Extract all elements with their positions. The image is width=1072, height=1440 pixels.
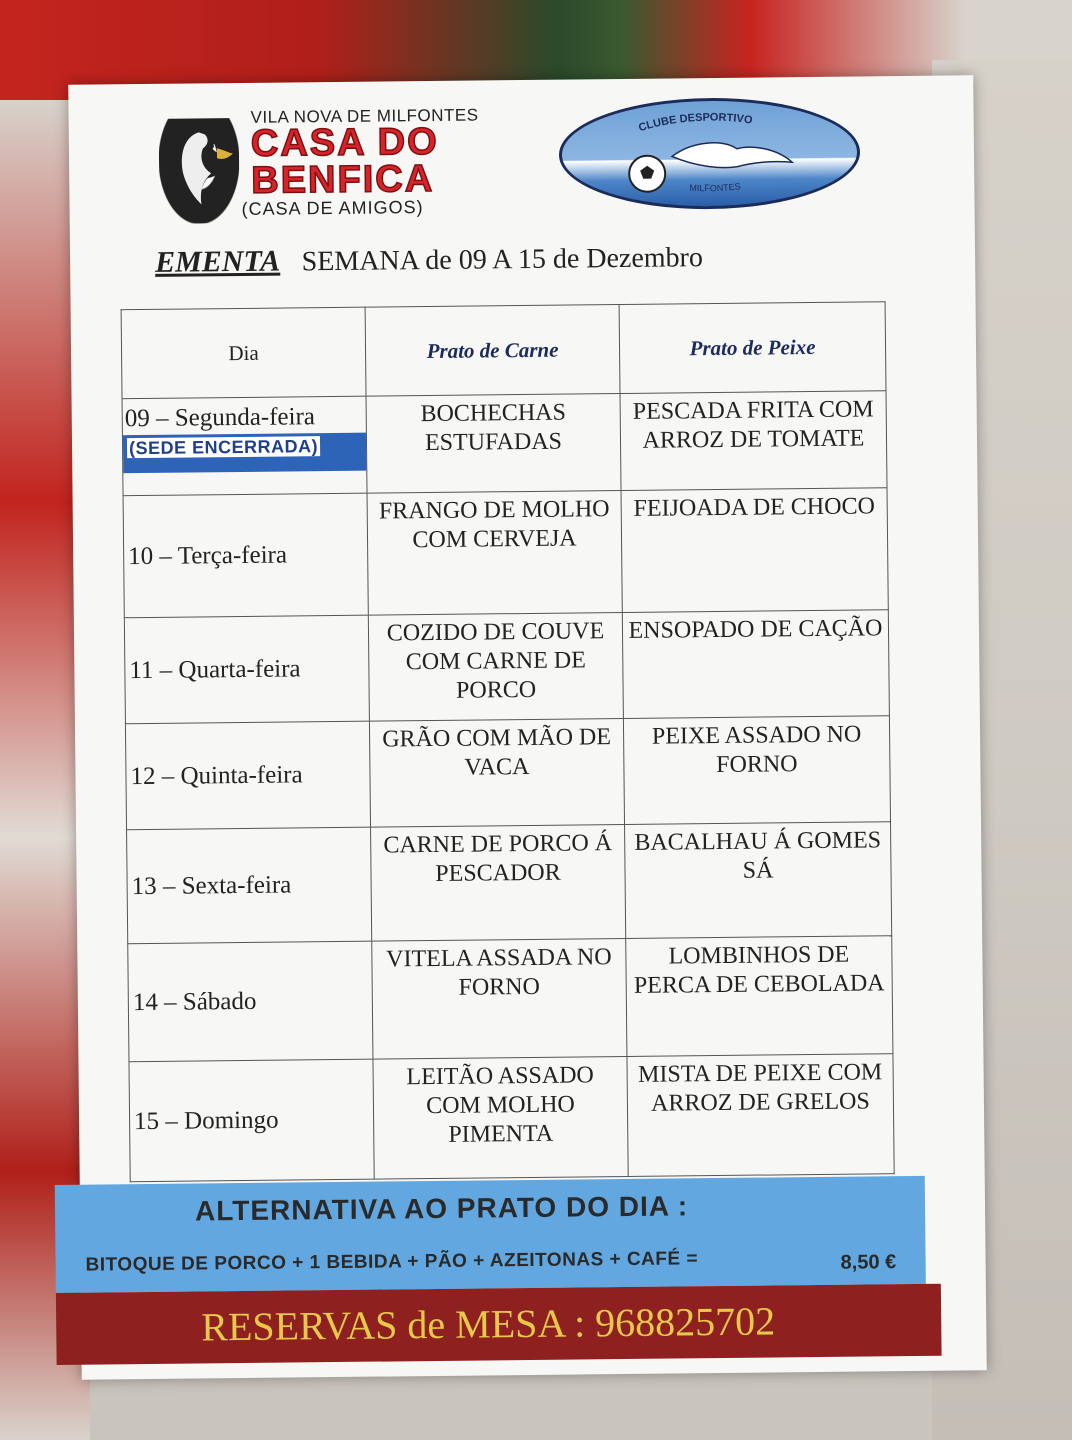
meat-dish: LEITÃO ASSADO COM MOLHO PIMENTA — [373, 1056, 628, 1179]
fish-dish: LOMBINHOS DE PERCA DE CEBOLADA — [626, 936, 893, 1057]
fish-dish: PEIXE ASSADO NO FORNO — [623, 716, 890, 825]
header-fish: Prato de Peixe — [619, 302, 886, 394]
day-cell — [122, 396, 367, 496]
header-meat: Prato de Carne — [365, 305, 620, 397]
table-header-row — [121, 302, 886, 399]
day-cell: 14 – Sábado — [128, 941, 373, 1062]
club-name-line2: BENFICA — [251, 157, 435, 202]
svg-text:CLUBE DESPORTIVO — [637, 111, 754, 134]
reservations-bar — [56, 1284, 942, 1365]
table-row — [124, 610, 889, 724]
meat-dish: GRÃO COM MÃO DE VACA — [369, 718, 624, 827]
partner-logo-top-text: CLUBE DESPORTIVO — [637, 111, 754, 135]
reservations-text: RESERVAS de MESA : 968825702 — [201, 1298, 776, 1350]
table-row — [125, 716, 890, 830]
fish-dish: FEIJOADA DE CHOCO — [621, 488, 888, 613]
menu-table — [121, 301, 895, 1182]
table-row — [129, 1054, 894, 1182]
fish-dish: ENSOPADO DE CAÇÃO — [622, 610, 889, 719]
day-cell: 15 – Domingo — [129, 1059, 374, 1182]
meat-dish: CARNE DE PORCO Á PESCADOR — [371, 824, 626, 941]
partner-club-logo — [558, 96, 860, 210]
menu-sheet — [68, 75, 987, 1379]
fish-dish: PESCADA FRITA COM ARROZ DE TOMATE — [620, 391, 887, 491]
meat-dish: VITELA ASSADA NO FORNO — [372, 938, 627, 1059]
seagull-icon — [672, 142, 792, 168]
partner-logo-bottom-text: MILFONTES — [689, 181, 742, 194]
day-cell: 12 – Quinta-feira — [125, 721, 370, 830]
table-row — [128, 936, 893, 1062]
meat-dish: BOCHECHAS ESTUFADAS — [366, 394, 621, 494]
club-name-line1: CASA DO — [250, 120, 439, 165]
eagle-logo-icon — [159, 118, 240, 224]
fish-dish: MISTA DE PEIXE COM ARROZ DE GRELOS — [627, 1054, 894, 1177]
alternative-items: BITOQUE DE PORCO + 1 BEBIDA + PÃO + AZEITONAS + CAFÉ = — [85, 1248, 699, 1276]
day-cell: 10 – Terça-feira — [123, 493, 368, 618]
club-subtitle: (CASA DE AMIGOS) — [241, 197, 424, 219]
svg-text:MILFONTES — [689, 181, 741, 193]
menu-week: SEMANA de 09 A 15 de Dezembro — [301, 242, 704, 278]
alternative-price: 8,50 € — [840, 1251, 897, 1274]
menu-title-row — [155, 240, 703, 280]
menu-title: EMENTA — [154, 244, 281, 279]
day-label: 09 – Segunda-feira — [124, 403, 316, 433]
day-cell: 13 – Sexta-feira — [127, 827, 372, 944]
table-row — [127, 822, 892, 944]
meat-dish: COZIDO DE COUVE COM CARNE DE PORCO — [368, 613, 623, 722]
table-row — [123, 488, 888, 618]
table-row — [122, 391, 887, 496]
day-cell: 11 – Quarta-feira — [124, 615, 369, 724]
alternative-title: ALTERNATIVA AO PRATO DO DIA : — [194, 1190, 689, 1227]
header-day: Dia — [121, 307, 366, 399]
alternative-bar — [55, 1176, 926, 1293]
location-text: VILA NOVA DE MILFONTES — [250, 105, 479, 127]
fish-dish: BACALHAU Á GOMES SÁ — [625, 822, 892, 939]
closed-badge: (SEDE ENCERRADA) — [123, 433, 366, 474]
meat-dish: FRANGO DE MOLHO COM CERVEJA — [367, 491, 622, 616]
